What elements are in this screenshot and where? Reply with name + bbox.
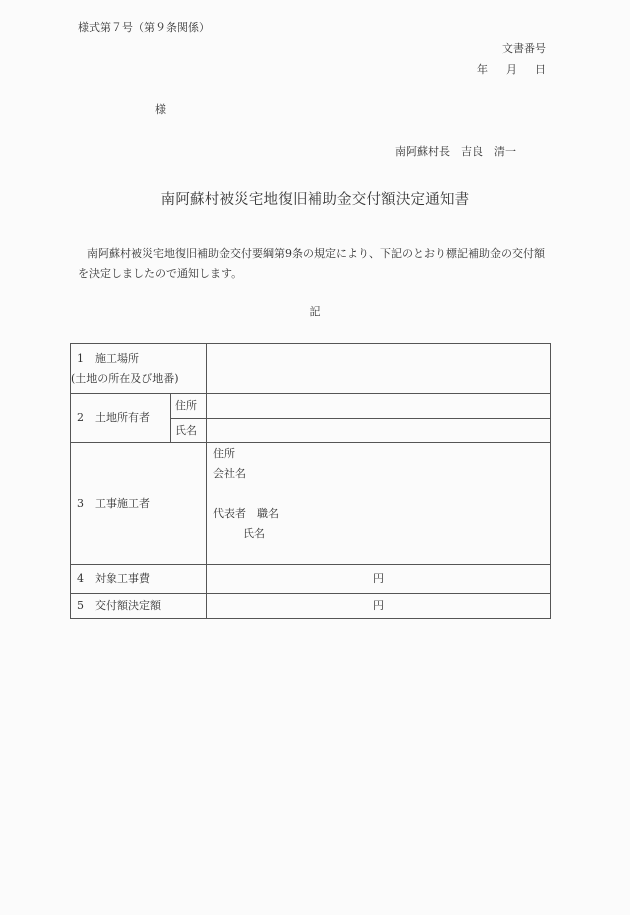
row-number: 2 — [77, 411, 84, 424]
yen-unit: 円 — [373, 599, 384, 612]
row-label: 交付額決定額 — [95, 599, 161, 612]
detail-table — [70, 343, 551, 619]
table-row-construction-site — [71, 344, 551, 394]
construction-site-value[interactable] — [207, 344, 551, 394]
land-owner-name-value[interactable] — [207, 419, 551, 443]
addressee-honorific: 様 — [155, 103, 166, 116]
contractor-address-label: 住所 — [213, 447, 235, 460]
row-number: 1 — [77, 351, 84, 365]
row-label-cell — [71, 443, 207, 565]
date-day: 日 — [535, 63, 546, 76]
row-number: 4 — [77, 572, 84, 585]
row-label: 土地所有者 — [95, 411, 150, 424]
date-month: 月 — [506, 63, 517, 76]
contractor-representative-name-label: 氏名 — [243, 527, 265, 540]
contractor-spacer — [213, 484, 550, 504]
contractor-representative-title-label: 代表者 職名 — [213, 507, 279, 520]
form-number-label: 様式第７号（第９条関係） — [78, 21, 210, 34]
table-row-target-cost — [71, 565, 551, 594]
ki-heading: 記 — [309, 305, 321, 318]
issuer-name: 南阿蘇村長 吉良 清一 — [395, 145, 516, 158]
field-label-name: 氏名 — [171, 419, 207, 443]
table-row-grant-amount — [71, 594, 551, 619]
row-label-cell — [71, 565, 207, 594]
date-year: 年 — [477, 63, 488, 76]
row-number: 3 — [77, 496, 84, 510]
table-row-land-owner-address — [71, 394, 551, 419]
contractor-value-cell[interactable] — [207, 443, 551, 565]
grant-amount-value[interactable] — [207, 594, 551, 619]
row-label: 工事施工者 — [95, 496, 150, 510]
document-number-label: 文書番号 — [502, 42, 546, 55]
contractor-company-label: 会社名 — [213, 467, 246, 480]
row-label-cell — [71, 344, 207, 394]
row-label-cell — [71, 394, 171, 443]
document-title: 南阿蘇村被災宅地復旧補助金交付額決定通知書 — [160, 192, 470, 208]
land-owner-address-value[interactable] — [207, 394, 551, 419]
yen-unit: 円 — [373, 572, 384, 585]
table-row-contractor — [71, 443, 551, 565]
row-label: 施工場所 — [95, 351, 139, 365]
row-label-cell — [71, 594, 207, 619]
date-line — [477, 64, 546, 75]
row-number: 5 — [77, 599, 84, 612]
row-sublabel: (土地の所在及び地番) — [71, 371, 179, 385]
body-text: 南阿蘇村被災宅地復旧補助金交付要綱第9条の規定により、下記のとおり標記補助金の交付額を決定しましたので通知します。 — [78, 247, 545, 280]
row-label: 対象工事費 — [95, 572, 150, 585]
target-cost-value[interactable] — [207, 565, 551, 594]
field-label-address: 住所 — [171, 394, 207, 419]
